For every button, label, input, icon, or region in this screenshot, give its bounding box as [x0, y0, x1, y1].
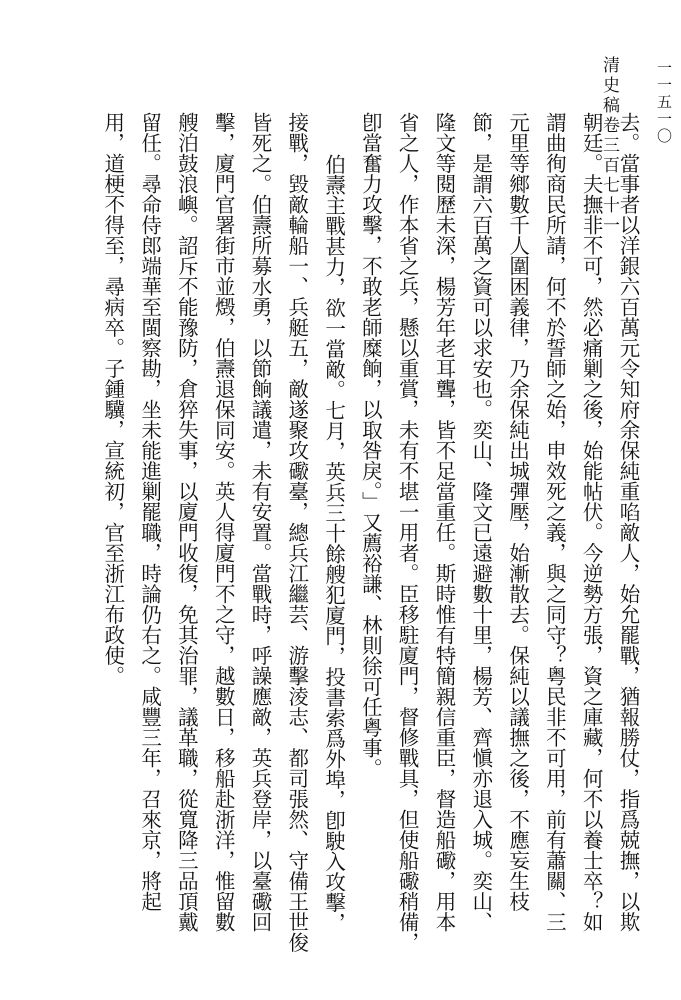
text-column: 去。當事者以洋銀六百萬元令知府余保純重啗敵人，始允罷戰，猶報勝仗，指爲兢撫，以欺 — [615, 112, 640, 932]
text-column: 接戰，毀敵輪船一、兵艇五，敵遂聚攻礮臺，總兵江繼芸、游擊淩志、都司張然、守備王世俊 — [284, 112, 309, 953]
text-column: 朝廷。夫撫非不可，然必痛剿之後，始能帖伏。今逆勢方張，資之庫藏，何不以養士卒？如 — [579, 112, 604, 932]
text-column: 皆死之。伯燾所募水勇，以節餉議遣，未有安置。當戰時，呼譟應敵，英兵登岸，以臺礮回 — [247, 112, 272, 932]
text-column: 卽當奮力攻擊，不敢老師糜餉，以取咎戾。」又薦裕謙、林則徐可任粤事。 — [358, 112, 383, 779]
text-column: 省之人，作本省之兵，懸以重賞，未有不堪一用者。臣移駐廈門，督修戰具，但使船礮稍備， — [395, 112, 420, 953]
text-column: 隆文等閱歷未深，楊芳年老耳聾，皆不足當重任。斯時惟有特簡親信重臣，督造船礮，用本 — [431, 112, 456, 932]
text-column: 伯燾主戰甚力，欲一當敵。七月，英兵三十餘艘犯廈門，投書索爲外埠，卽駛入攻擊， — [321, 154, 346, 933]
text-column: 艘泊鼓浪嶼。詔斥不能豫防，倉猝失事，以廈門收復，免其治罪，議革職，從寬降三品頂戴 — [174, 112, 199, 932]
text-column: 留任。尋命侍郎端華至閩察勘，坐未能進剿罷職，時論仍右之。咸豐三年，召來京，將起 — [137, 112, 162, 912]
page-number: 一一五一〇 — [655, 60, 673, 145]
text-column: 謂曲徇商民所請，何不於誓師之始，申效死之義，與之同守？粤民非不可用，前有蕭關、三 — [542, 112, 567, 932]
text-column: 用，道梗不得至，尋病卒。子鍾驥，宣統初，官至浙江布政使。 — [100, 112, 125, 686]
body-text — [94, 112, 646, 987]
text-column: 擊，廈門官署街市並燬，伯燾退保同安。英人得廈門不之守，越數日，移船赴浙洋，惟留數 — [211, 112, 236, 932]
text-column: 元里等鄉數千人圍困義律，乃余保純出城彈壓，始漸散去。保純以議撫之後，不應妄生枝 — [505, 112, 530, 912]
text-column: 節，是謂六百萬之資可以求安也。奕山、隆文已遠避數十里，楊芳、齊愼亦退入城。奕山、 — [468, 112, 493, 932]
running-header-title: 清史稿卷三百七十一 — [599, 56, 619, 236]
